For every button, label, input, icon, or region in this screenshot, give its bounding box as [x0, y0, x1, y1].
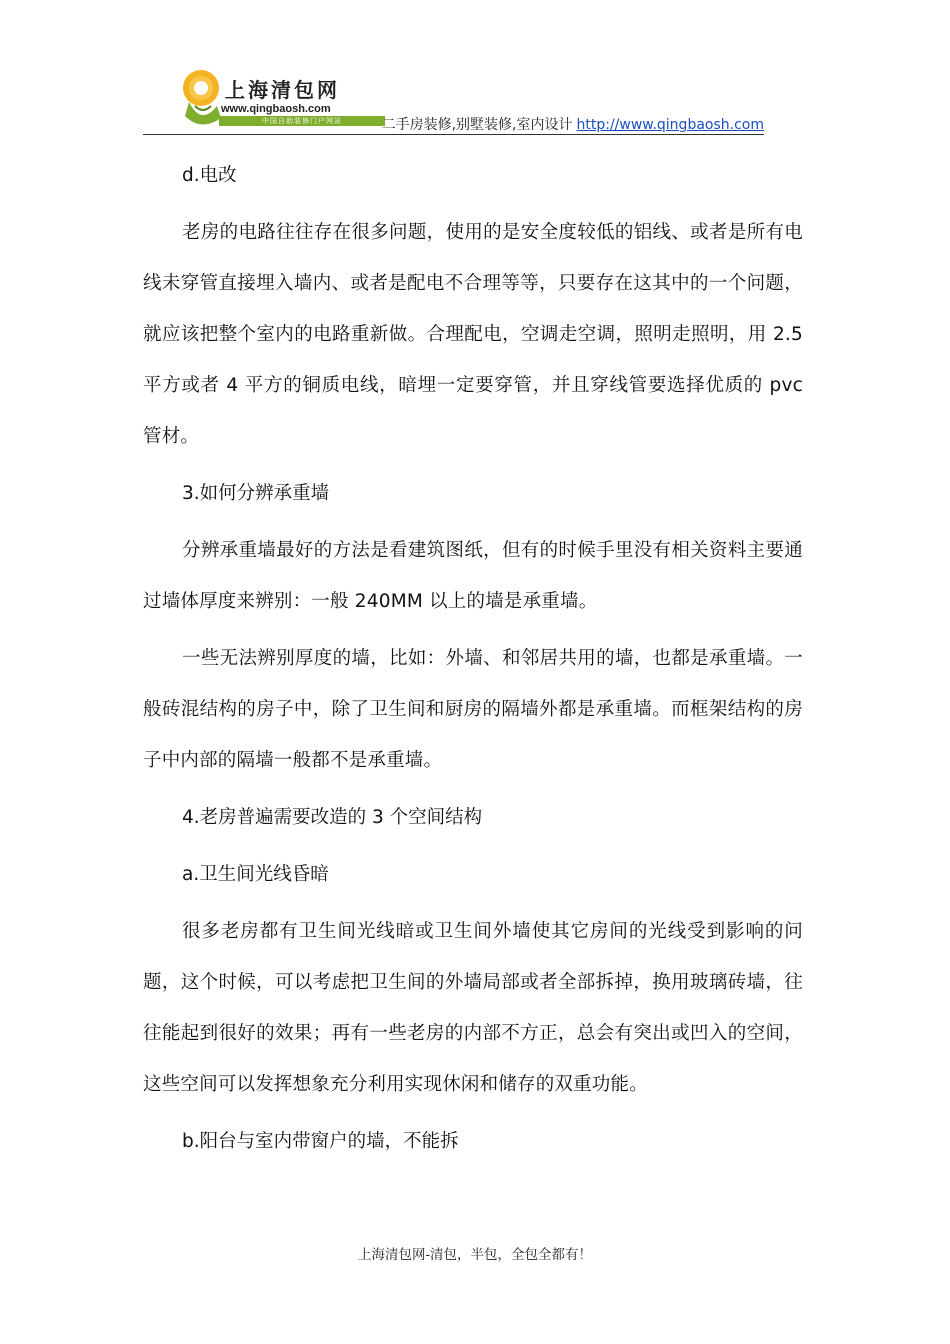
article-body	[143, 150, 803, 1167]
paragraph-bathroom: 很多老房都有卫生间光线暗或卫生间外墙使其它房间的光线受到影响的问题，这个时候，可以考虑把卫生间的外墙局部或者全部拆掉，换用玻璃砖墙，往往能起到很好的效果；再有一些老房的内部不方正，总会有突出或凹入的空间，这些空间可以发挥想象充分利用实现休闲和储存的双重功能。	[143, 921, 803, 1095]
section-heading-three-spaces: 4.老房普遍需要改造的 3 个空间结构	[182, 807, 483, 828]
header-site-link[interactable]: http://www.qingbaosh.com	[576, 117, 764, 133]
section-heading-balcony: b.阳台与室内带窗户的墙，不能拆	[182, 1131, 459, 1152]
paragraph-load-bearing-2: 一些无法辨别厚度的墙，比如：外墙、和邻居共用的墙，也都是承重墙。一般砖混结构的房子中，除了卫生间和厨房的隔墙外都是承重墙。而框架结构的房子中内部的隔墙一般都不是承重墙。	[143, 648, 803, 771]
logo-url: www.qingbaosh.com	[221, 103, 331, 115]
header-tagline: 二手房装修,别墅装修,室内设计	[381, 117, 573, 133]
logo-slogan: 中国自助装修门户网站	[219, 116, 385, 126]
site-logo[interactable]	[181, 66, 401, 130]
logo-title: 上海清包网	[225, 78, 340, 102]
paragraph-electric: 老房的电路往往存在很多问题，使用的是安全度较低的铝线、或者是所有电线未穿管直接埋入墙内、或者是配电不合理等等，只要存在这其中的一个问题，就应该把整个室内的电路重新做。合理配电，空调走空调，照明走照明，用 2.5 平方或者 4 平方的铜质电线，暗埋一定要穿管，并且穿线管要选择优质的 pvc 管材。	[143, 222, 803, 447]
page-header	[143, 62, 764, 135]
paragraph-load-bearing-1: 分辨承重墙最好的方法是看建筑图纸，但有的时候手里没有相关资料主要通过墙体厚度来辨别：一般 240MM 以上的墙是承重墙。	[143, 540, 803, 612]
page-footer: 上海清包网-清包，半包，全包全都有！	[357, 1247, 593, 1263]
section-heading-electric: d.电改	[182, 165, 237, 186]
section-heading-bathroom: a.卫生间光线昏暗	[182, 864, 329, 885]
header-tagline-row	[382, 114, 764, 134]
section-heading-load-bearing: 3.如何分辨承重墙	[182, 483, 330, 504]
